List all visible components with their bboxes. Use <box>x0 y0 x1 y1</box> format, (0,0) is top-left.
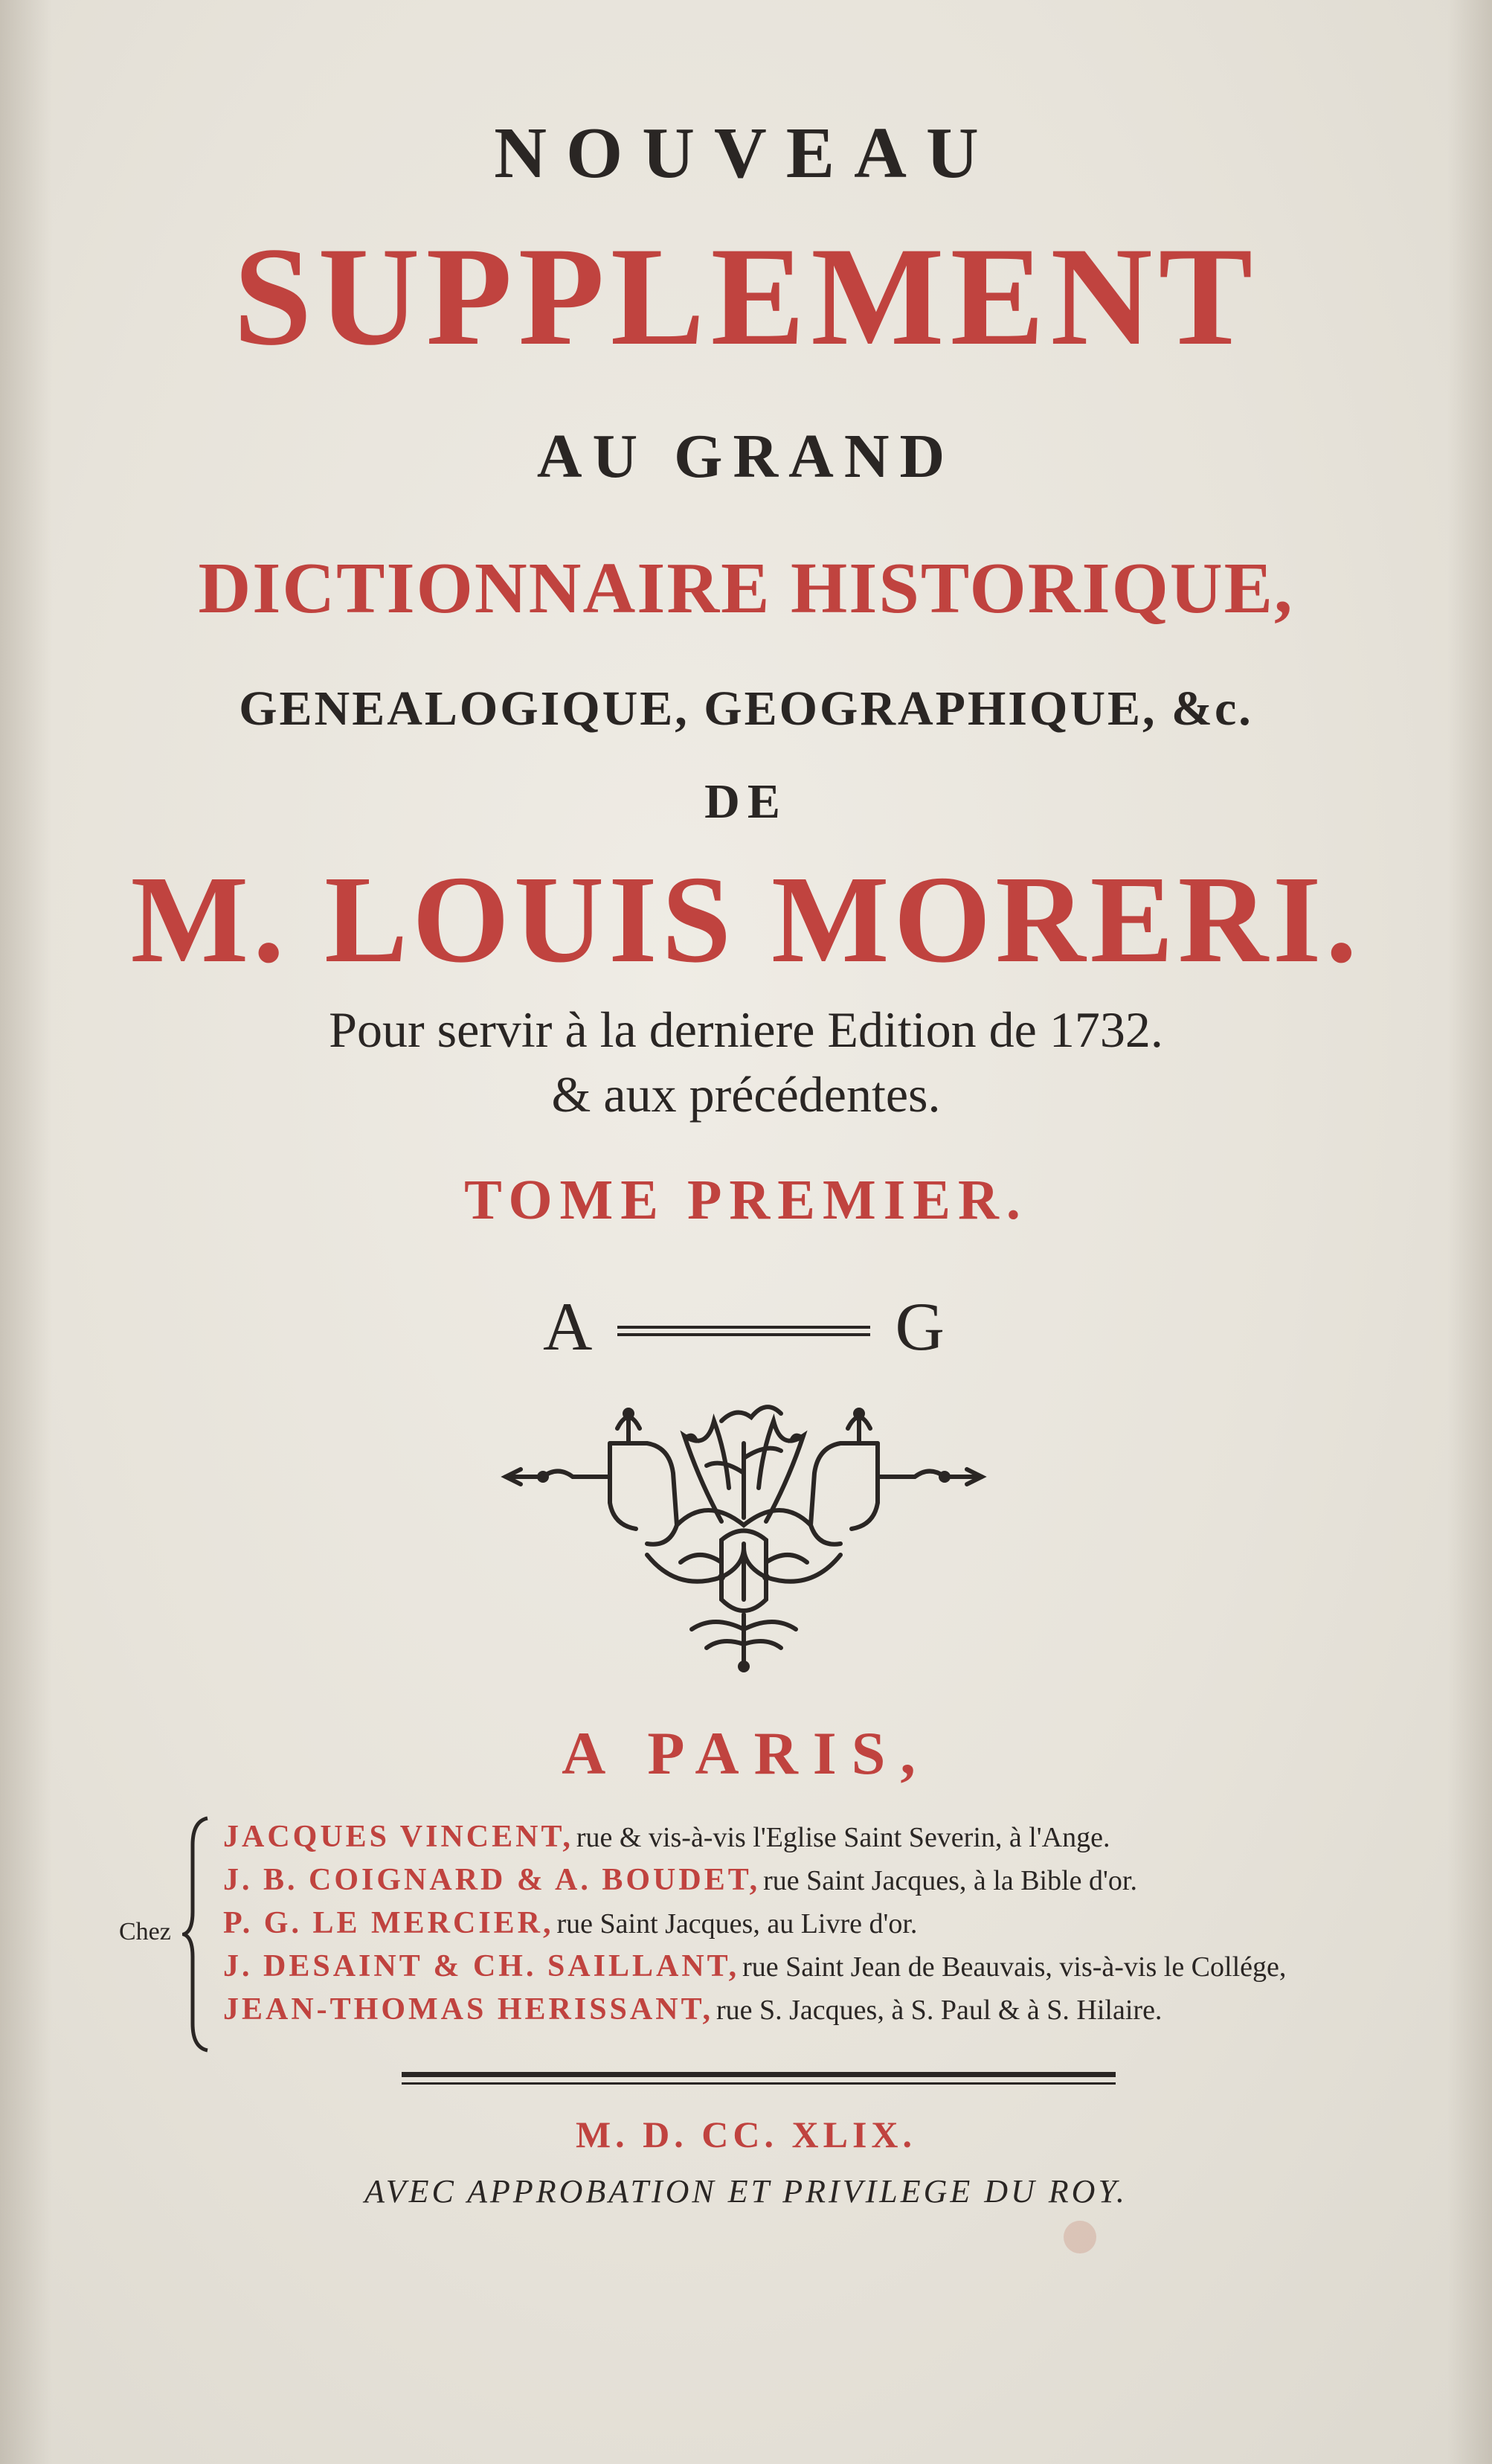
printer-name: JEAN-THOMAS HERISSANT, <box>223 1992 713 2027</box>
range-start: A <box>543 1289 593 1364</box>
printer-name: J. B. COIGNARD & A. BOUDET, <box>223 1863 761 1897</box>
printer-address: rue Saint Jean de Beauvais, vis-à-vis le Collége, <box>742 1951 1287 1983</box>
volume-range <box>543 1287 945 1369</box>
printer-row <box>223 1988 1398 2031</box>
paper-stain <box>1064 2221 1096 2253</box>
printer-address: rue & vis-à-vis l'Eglise Saint Severin, à l'Ange. <box>576 1822 1110 1853</box>
range-rule <box>617 1333 870 1336</box>
fleuron-ornament-icon <box>498 1376 989 1674</box>
printer-row <box>223 1945 1398 1988</box>
title-nouveau: NOUVEAU <box>494 113 998 193</box>
printer-list <box>223 1815 1398 2031</box>
printer-name: JACQUES VINCENT, <box>223 1820 573 1854</box>
volume-label: TOME PREMIER. <box>464 1169 1028 1231</box>
title-genealogique: GENEALOGIQUE, GEOGRAPHIQUE, &c. <box>239 681 1253 736</box>
rule-thin <box>402 2082 1116 2085</box>
range-end: G <box>895 1289 945 1364</box>
printer-name: P. G. LE MERCIER, <box>223 1906 554 1940</box>
subtitle-aux-precedentes: & aux précédentes. <box>551 1066 941 1123</box>
printer-address: rue Saint Jacques, à la Bible d'or. <box>763 1865 1137 1896</box>
imprint-city: A PARIS, <box>562 1719 930 1787</box>
title-dictionnaire: DICTIONNAIRE HISTORIQUE, <box>198 548 1294 629</box>
printer-row <box>223 1902 1398 1945</box>
title-au-grand: AU GRAND <box>536 422 956 491</box>
printer-address: rue S. Jacques, à S. Paul & à S. Hilaire. <box>716 1995 1163 2026</box>
printer-row <box>223 1858 1398 1902</box>
title-de: DE <box>704 774 788 829</box>
privilege-line: AVEC APPROBATION ET PRIVILEGE DU ROY. <box>364 2173 1128 2210</box>
printer-name: J. DESAINT & CH. SAILLANT, <box>223 1949 740 1983</box>
chez-label: Chez <box>119 1918 171 1945</box>
subtitle-pour-servir: Pour servir à la derniere Edition de 1732. <box>329 1001 1163 1058</box>
author-name: M. LOUIS MORERI. <box>130 850 1362 989</box>
title-supplement: SUPPLEMENT <box>233 219 1259 375</box>
printers-block <box>112 1815 1391 2053</box>
range-rule <box>617 1326 870 1329</box>
double-rule-divider <box>402 2072 1116 2087</box>
imprint-date: M. D. CC. XLIX. <box>575 2114 917 2155</box>
curly-brace-icon <box>182 1815 212 2053</box>
rule-thick <box>402 2072 1116 2077</box>
printer-address: rue Saint Jacques, au Livre d'or. <box>556 1908 918 1940</box>
printer-row <box>223 1815 1398 1858</box>
